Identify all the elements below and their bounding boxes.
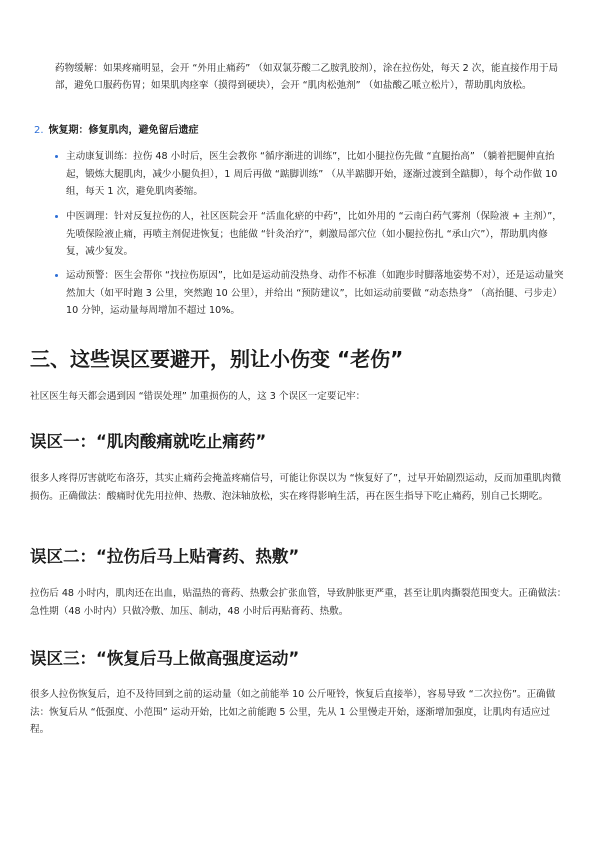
bullet-text-tcm: 中医调理：针对反复拉伤的人，社区医院会开 “活血化瘀的中药”，比如外用的 “云南白药气雾剂（保险液 + 主剂）”，先喷保险液止痛，再喷主剂促进恢复；也能做 “针灸治疗”，刺激局部穴位（如小腿拉伤扎 “承山穴”），帮助肌肉修复，减少复发。 (66, 211, 562, 257)
myth1-title: 误区一：“肌肉酸痛就吃止痛药” (30, 432, 267, 451)
myth3-body: 很多人拉伤恢复后，迫不及待回到之前的运动量（如之前能举 10 公斤哑铃，恢复后直接举），容易导致 “二次拉伤”。正确做法：恢复后从 “低强度、小范围” 运动开始，比如之前能跑 5 公里，先从 1 公里慢走开始，逐渐增加强度，让肌肉有适应过程。 (30, 689, 556, 735)
list-item (55, 267, 565, 320)
medication-paragraph: 药物缓解：如果疼痛明显，会开 “外用止痛药” （如双氯芬酸二乙胺乳胶剂），涂在拉伤处，每天 2 次，能直接作用于局部，避免口服药伤胃；如果肌肉痉挛（摸得到硬块），会开 “肌肉松弛剂” （如盐酸乙哌立松片），帮助肌肉放松。 (55, 63, 559, 91)
stage2-heading (34, 122, 199, 139)
bullet-icon (55, 155, 58, 158)
myth1-body: 很多人疼得厉害就吃布洛芬，其实止痛药会掩盖疼痛信号，可能让你误以为 “恢复好了”，过早开始剧烈运动，反而加重肌肉微损伤。正确做法：酸痛时优先用拉伸、热敷、泡沫轴放松，实在疼得影响生活，再在医生指导下吃止痛药，别自己长期吃。 (30, 473, 562, 502)
bullet-icon (55, 274, 58, 277)
myth3-title: 误区三：“恢复后马上做高强度运动” (30, 649, 300, 668)
stage2-title: 恢复期：修复肌肉，避免留后遗症 (48, 125, 199, 136)
section-heading: 三、这些误区要避开，别让小伤变 “老伤” (30, 347, 404, 371)
list-item (55, 208, 565, 261)
stage2-number: 2. (34, 125, 44, 136)
myth2-title: 误区二：“拉伤后马上贴膏药、热敷” (30, 547, 300, 566)
section-intro: 社区医生每天都会遇到因 “错误处理” 加重损伤的人，这 3 个误区一定要记牢： (30, 391, 366, 402)
bullet-text-warning: 运动预警：医生会帮你 “找拉伤原因”，比如是运动前没热身、动作不标准（如跑步时脚落地姿势不对），还是运动量突然加大（如平时跑 3 公里，突然跑 10 公里），并给出 “预防建议”，比如运动前要做 “动态热身” （高抬腿、弓步走）10 分钟，运动量每周增加不超过 10%。 (66, 270, 564, 316)
bullet-icon (55, 215, 58, 218)
bullet-text-rehab: 主动康复训练：拉伤 48 小时后，医生会教你 “循序渐进的训练”，比如小腿拉伤先做 “直腿抬高” （躺着把腿伸直抬起，锻炼大腿肌肉，减少小腿负担），1 周后再做 “踮脚训练” （从半踮脚开始，逐渐过渡到全踮脚），每个动作做 10 组，每天 1 次，避免肌肉萎缩。 (66, 151, 558, 197)
myth2-body: 拉伤后 48 小时内，肌肉还在出血，贴温热的膏药、热敷会扩张血管，导致肿胀更严重，甚至让肌肉撕裂范围变大。正确做法：急性期（48 小时内）只做冷敷、加压、制动，48 小时后再贴膏药、热敷。 (30, 588, 567, 617)
list-item (55, 148, 565, 201)
